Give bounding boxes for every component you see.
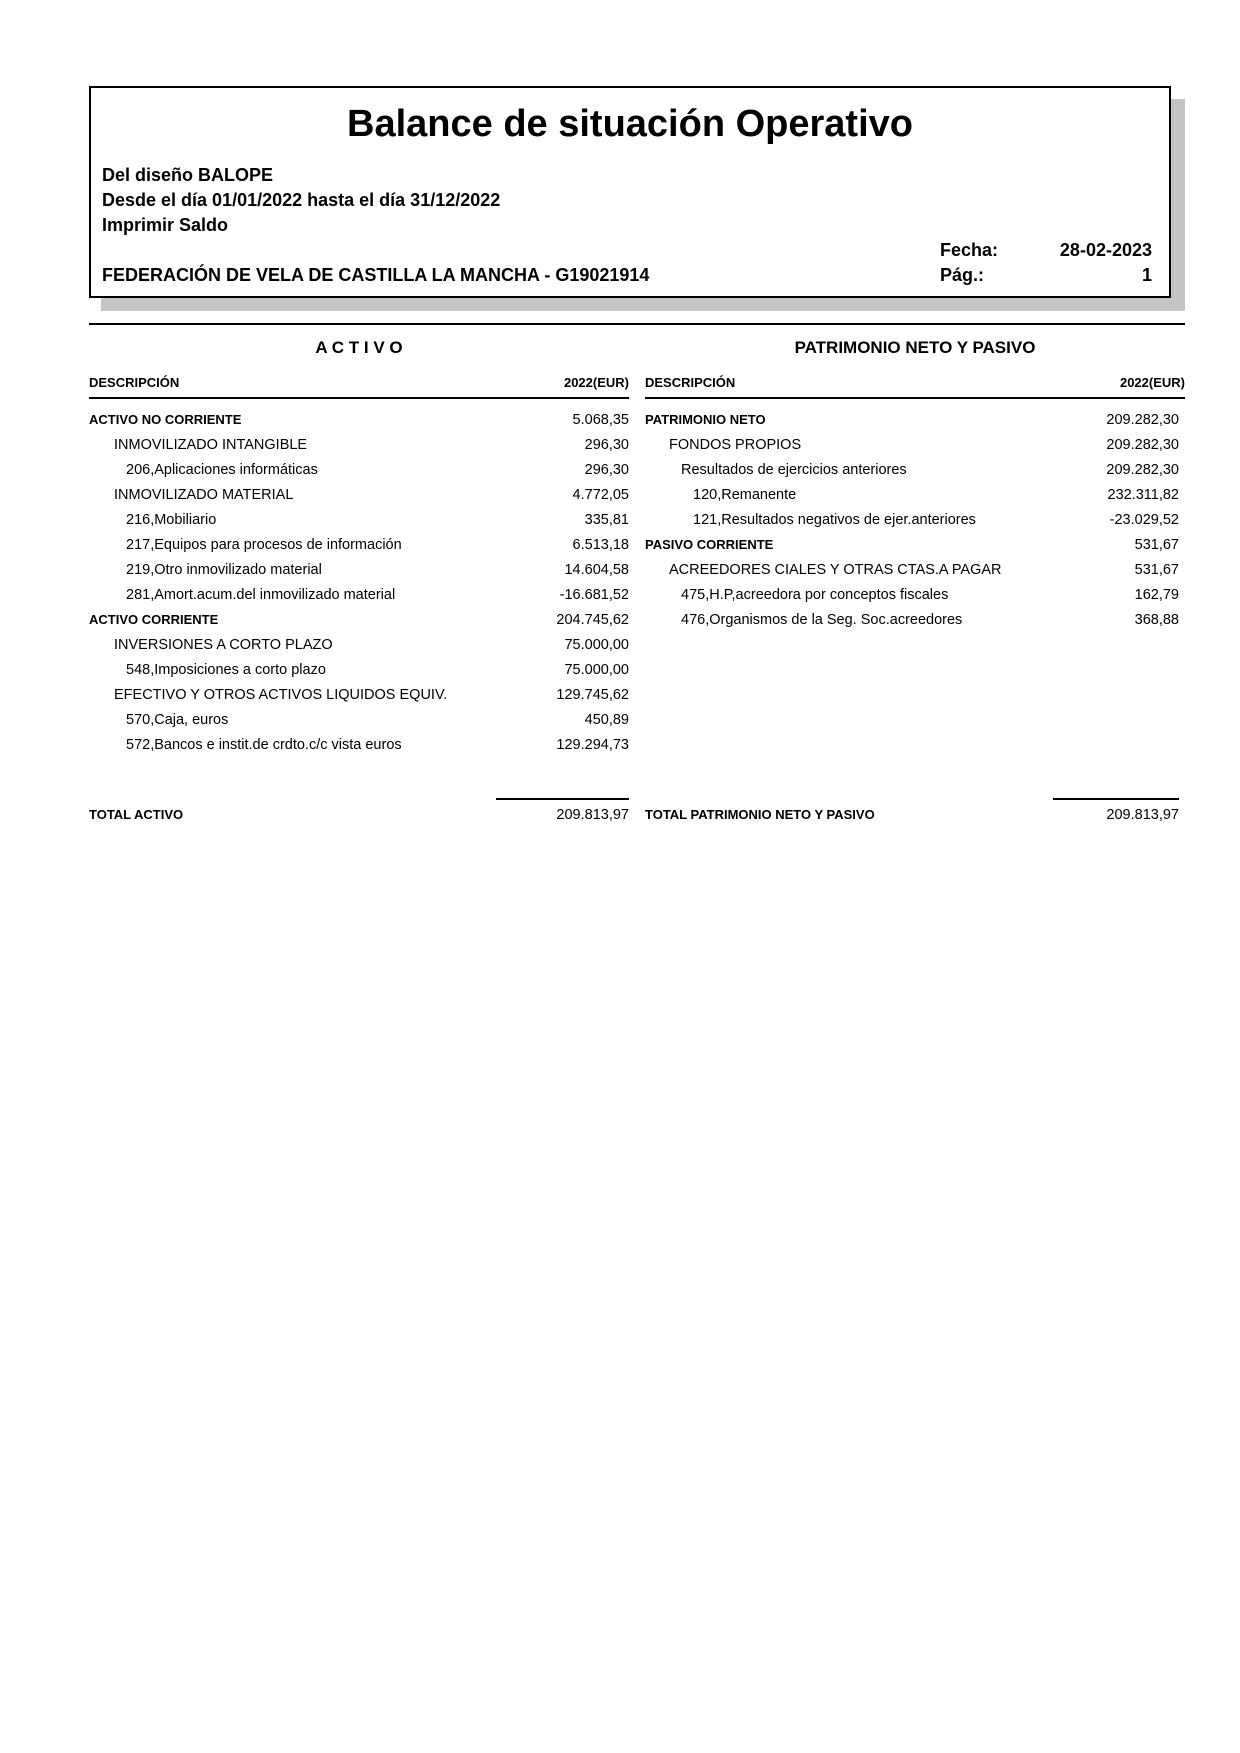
table-row (89, 535, 629, 560)
design-line: Del diseño BALOPE (102, 165, 274, 185)
row-amount: 296,30 (584, 437, 629, 453)
row-amount: 4.772,05 (572, 487, 629, 503)
table-row (89, 660, 629, 685)
row-amount: 296,30 (584, 462, 629, 478)
table-row (645, 585, 1179, 610)
fecha-value: 28-02-2023 (1059, 240, 1152, 260)
pasivo-section-title: PATRIMONIO NETO Y PASIVO (794, 338, 1036, 357)
row-description: 217,Equipos para procesos de información (126, 537, 402, 553)
row-amount: 209.282,30 (1106, 462, 1179, 478)
table-row (89, 710, 629, 735)
table-row (645, 460, 1179, 485)
table-row (645, 560, 1179, 585)
row-description: ACTIVO CORRIENTE (89, 612, 219, 627)
fecha-label: Fecha: (940, 240, 999, 260)
period-line: Desde el día 01/01/2022 hasta el día 31/12/2022 (102, 190, 501, 210)
row-amount: 5.068,35 (572, 412, 629, 428)
pag-value: 1 (1141, 265, 1152, 285)
row-description: INVERSIONES A CORTO PLAZO (114, 637, 333, 653)
table-row (89, 560, 629, 585)
total-activo-value: 209.813,97 (556, 807, 629, 823)
pasivo-sum-rule (1053, 798, 1179, 800)
table-row (645, 510, 1179, 535)
table-row (89, 685, 629, 710)
row-description: 121,Resultados negativos de ejer.anteriores (693, 512, 976, 528)
pag-label: Pág.: (940, 265, 985, 285)
table-row (645, 610, 1179, 635)
pasivo-col-amount: 2022(EUR) (1119, 375, 1185, 390)
section-divider (89, 323, 1185, 325)
row-description: 475,H.P,acreedora por conceptos fiscales (681, 587, 949, 603)
table-row (89, 635, 629, 660)
activo-head-rule (89, 397, 629, 399)
total-pasivo-value: 209.813,97 (1106, 807, 1179, 823)
row-amount: 531,67 (1134, 537, 1179, 553)
row-description: PATRIMONIO NETO (645, 412, 766, 427)
row-amount: 6.513,18 (572, 537, 629, 553)
row-description: EFECTIVO Y OTROS ACTIVOS LIQUIDOS EQUIV. (114, 687, 448, 703)
row-amount: 75.000,00 (564, 662, 629, 678)
print-line: Imprimir Saldo (102, 215, 229, 235)
table-row (89, 585, 629, 610)
activo-col-desc: DESCRIPCIÓN (89, 375, 180, 390)
total-pasivo-label: TOTAL PATRIMONIO NETO Y PASIVO (645, 807, 875, 822)
row-description: 570,Caja, euros (126, 712, 229, 728)
row-description: 281,Amort.acum.del inmovilizado material (126, 587, 396, 603)
row-amount: -23.029,52 (1109, 512, 1179, 528)
row-description: 216,Mobiliario (126, 512, 217, 528)
row-amount: 204.745,62 (556, 612, 629, 628)
report-header (89, 86, 1171, 298)
table-row (645, 535, 1179, 560)
row-description: Resultados de ejercicios anteriores (681, 462, 907, 478)
row-amount: 75.000,00 (564, 637, 629, 653)
pasivo-head-rule (645, 397, 1185, 399)
row-amount: 209.282,30 (1106, 412, 1179, 428)
row-description: ACTIVO NO CORRIENTE (89, 412, 242, 427)
row-amount: 162,79 (1134, 587, 1179, 603)
entity-name: FEDERACIÓN DE VELA DE CASTILLA LA MANCHA - G19021914 (102, 265, 650, 285)
row-amount: 335,81 (584, 512, 629, 528)
pasivo-col-desc: DESCRIPCIÓN (645, 375, 736, 390)
activo-section-title: A C T I V O (315, 338, 403, 357)
row-description: 120,Remanente (693, 487, 797, 503)
row-amount: 129.745,62 (556, 687, 629, 703)
row-amount: -16.681,52 (559, 587, 629, 603)
row-amount: 368,88 (1134, 612, 1179, 628)
row-description: ACREEDORES CIALES Y OTRAS CTAS.A PAGAR (669, 562, 1002, 578)
table-row (89, 460, 629, 485)
table-row (89, 435, 629, 460)
table-row (89, 510, 629, 535)
report-title: Balance de situación Operativo (347, 103, 913, 145)
table-row (89, 485, 629, 510)
activo-sum-rule (496, 798, 629, 800)
row-description: 548,Imposiciones a corto plazo (126, 662, 326, 678)
row-description: FONDOS PROPIOS (669, 437, 802, 453)
row-amount: 129.294,73 (556, 737, 629, 753)
table-row (89, 735, 629, 760)
row-description: INMOVILIZADO MATERIAL (114, 487, 294, 503)
row-amount: 450,89 (584, 712, 629, 728)
total-activo-label: TOTAL ACTIVO (89, 807, 184, 822)
row-description: PASIVO CORRIENTE (645, 537, 774, 552)
row-description: 219,Otro inmovilizado material (126, 562, 322, 578)
row-amount: 531,67 (1134, 562, 1179, 578)
row-description: 572,Bancos e instit.de crdto.c/c vista euros (126, 737, 402, 753)
row-amount: 14.604,58 (564, 562, 629, 578)
table-row (645, 485, 1179, 510)
activo-col-amount: 2022(EUR) (563, 375, 629, 390)
table-row (89, 410, 629, 435)
table-row (645, 410, 1179, 435)
row-description: INMOVILIZADO INTANGIBLE (114, 437, 308, 453)
row-amount: 209.282,30 (1106, 437, 1179, 453)
row-amount: 232.311,82 (1107, 487, 1179, 503)
table-row (645, 435, 1179, 460)
row-description: 476,Organismos de la Seg. Soc.acreedores (681, 612, 963, 628)
table-row (89, 610, 629, 635)
row-description: 206,Aplicaciones informáticas (126, 462, 318, 478)
